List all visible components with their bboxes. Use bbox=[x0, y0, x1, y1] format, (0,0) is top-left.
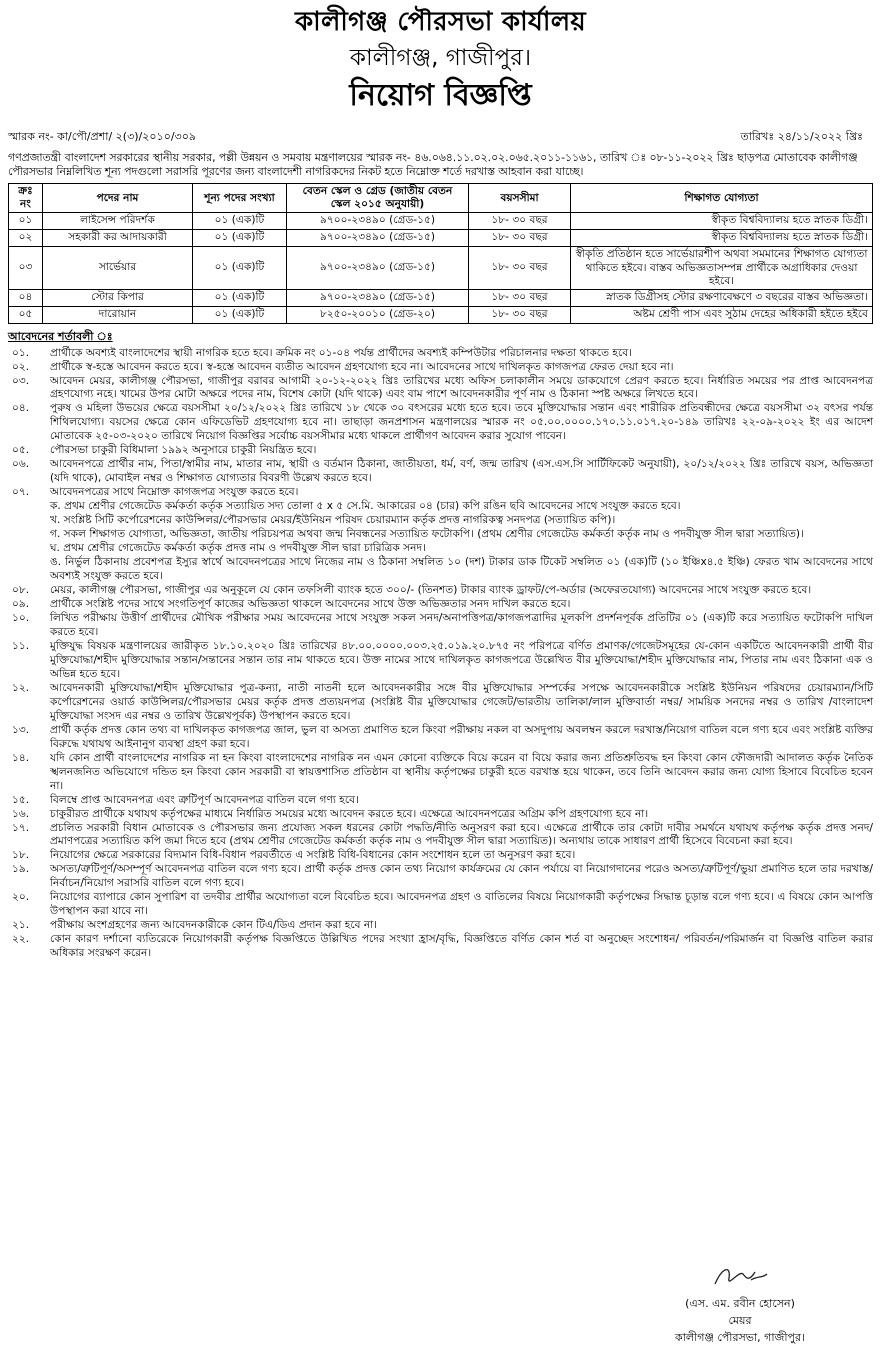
term-number: ০৩. bbox=[12, 374, 30, 387]
memo-number: স্মারক নং- কা/পৌ/প্রশা/ ২(৩)/২০১০/৩০৯ bbox=[8, 130, 196, 143]
term-line: নিয়োগের ব্যাপারে কোন সুপারিশ বা তদবীর প্রার্থীর অযোগ্যতা বলে বিবেচিত হবে। আবেদনপত্র গ্রহণ ও বাতিলের বিষয়ে নিয়োগকারী কর্তৃপক্ষের সিদ্ধান্ত চূড়ান্ত বলে গণ্য হবে। এ বিষয়ে কোন আপত্তি উপস্থাপন করা যাবে না। bbox=[50, 891, 873, 918]
term-number: ০৯. bbox=[12, 598, 30, 611]
term-line: প্রচলিত সরকারী বিধান মোতাবেক ও পৌরসভার জন্য প্রযোজ্য সকল ধরনের কোটা পদ্ধতি/নীতি অনুসরণ করা হবে। এক্ষেত্রে প্রার্থীকে তার কোটা দাবীর সমর্থনে যথাযথ কর্তৃপক্ষ কর্তৃক প্রদত্ত সনদ/প্রমাণপত্রের সত্যায়িত কপি জমা দিতে হবে (প্রথম শ্রেণীর গেজেটেড কর্মকর্তা কর্তৃক নাম ও পদবীযুক্ত সীল দ্বারা সত্যায়িত)। অন্যথায় তাকে সাধারণ প্রার্থী হিসেবে বিবেচনা করা হবে। bbox=[50, 821, 873, 848]
term-subitem: ক. প্রথম শ্রেণীর গেজেটেড কর্মকর্তা কর্তৃক সত্যায়িত সদ্য তোলা ৫ x ৫ সে.মি. আকারের ০৪ (চার) কপি রঙিন ছবি আবেদনের সাথে সংযুক্ত করতে হবে। bbox=[50, 500, 681, 513]
memo-date: তারিখঃ ২৪/১১/২০২২ খ্রিঃ bbox=[740, 130, 863, 143]
term-line: নিয়োগের ক্ষেত্রে সরকারের বিদ্যমান বিধি-বিধান পরবর্তীতে এ সংশ্লিষ্ট বিধি-বিধানের কোন সংশোধন হলে তা অনুসরণ করা হবে। bbox=[50, 849, 576, 862]
term-text bbox=[50, 752, 873, 794]
post-name-cell: স্টোর কিপার bbox=[43, 290, 193, 307]
term-line: প্রার্থীকে সংশ্লিষ্ট পদের সাথে সংগতিপূর্ণ কাজের অভিজ্ঞতা থাকলে আবেদনের সাথে উক্ত অভিজ্ঞতার সনদ দাখিল করতে হবে। bbox=[50, 598, 571, 611]
term-line: আবেদন মেয়র, কালীগঞ্জ পৌরসভা, গাজীপুর বরাবর আগামী ২০-১২-২০২২ খ্রিঃ তারিখের মধ্যে অফিস চলাকালীন সময়ে ডাকযোগে প্রেরণ করতে হবে। নির্ধারিত সময়ের পর প্রাপ্ত আবেদনপত্র গ্রহণযোগ্য নহে। খামের উপর মোটা অক্ষরে পদের নাম, বিশেষ কোটা (যদি থাকে) এবং বাম পাশে আবেদনকারীর পূর্ণ নাম ও ঠিকানা স্পষ্ট অক্ষরে লিখতে হবে। bbox=[50, 374, 873, 401]
term-item bbox=[8, 849, 873, 863]
term-text bbox=[50, 584, 873, 598]
vacancy-count-cell: ০১ (এক)টি bbox=[193, 307, 287, 324]
term-subitem: ঘ. প্রথম শ্রেণীর গেজেটেড কর্মকর্তা কর্তৃক প্রদত্ত নাম ও পদবীযুক্ত সীল দ্বারা চারিত্রিক সনদ। bbox=[50, 542, 426, 555]
term-line: পুরুষ ও মহিলা উভয়ের ক্ষেত্রে বয়সসীমা ২০/১২/২০২২ খ্রিঃ তারিখে ১৮ থেকে ৩০ বৎসরের মধ্যে হতে হবে। তবে মুক্তিযোদ্ধার সন্তান এবং শারীরিক প্রতিবন্ধীদের ক্ষেত্রে বয়সসীমা ৩২ বৎসর পর্যন্ত শিথিলযোগ্য। বয়সের ক্ষেত্রে কোন এফিডেভিট গ্রহণযোগ্য হবে না। তাছাড়া জনপ্রশাসন মন্ত্রণালয়ের স্মারক নং ০৫.০০.০০০০.১৭০.১১.০১৭.২০-১৪৯ তারিখঃ ২২-০৯-২০২২ ইং এর আদেশ মোতাবেক ২৫-০৩-২০২০ তারিখে নিয়োগ বিজ্ঞপ্তির সর্বোচ্চ বয়সসীমার মধ্যে থাকলে প্রার্থীগণ আবেদন করার সুযোগ পাবেন। bbox=[50, 402, 873, 443]
vacancy-table-body bbox=[9, 213, 873, 324]
qualification-cell: স্বীকৃত বিশ্ববিদ্যালয় হতে স্নাতক ডিগ্রী। bbox=[571, 213, 873, 230]
term-text bbox=[50, 444, 873, 458]
vacancy-count-cell: ০১ (এক)টি bbox=[193, 247, 287, 290]
serial-cell: ০৪ bbox=[9, 290, 43, 307]
term-number: ১১. bbox=[12, 639, 30, 652]
term-text bbox=[50, 891, 873, 919]
term-item bbox=[8, 640, 873, 682]
notice-header bbox=[8, 4, 873, 116]
term-number: ১৩. bbox=[12, 723, 30, 736]
term-text bbox=[50, 933, 873, 961]
age-limit-cell: ১৮- ৩০ বছর bbox=[469, 230, 571, 247]
term-line: অসত্য/ত্রুটিপূর্ণ/অসম্পূর্ণ আবেদনপত্র বাতিল বলে গণ্য হবে। প্রার্থী কর্তৃক প্রদত্ত কোন তথ্য নিয়োগ কার্যক্রমের যে কোন পর্যায়ে বা নিয়োগদানের পরেও অসত্য/ত্রুটিপূর্ণ/ভুয়া প্রমাণিত হলে তার দরখাস্ত/নির্বাচন/নিয়োগ সরাসরি বাতিল বলে গণ্য হবে। bbox=[50, 863, 873, 890]
term-item bbox=[8, 612, 873, 640]
term-item bbox=[8, 752, 873, 794]
office-location: কালীগঞ্জ, গাজীপুর। bbox=[349, 45, 532, 71]
term-line: মেয়র, কালীগঞ্জ পৌরসভা, গাজীপুর এর অনুকূলে যে কোন তফসিলী ব্যাংক হতে ৩০০/- (তিনশত) টাকার ব্যাংক ড্রাফট/পে-অর্ডার (অফেরতযোগ্য) আবেদনের সাথে সংযুক্ত করতে হবে। bbox=[50, 584, 812, 597]
terms-list bbox=[8, 347, 873, 962]
memo-line bbox=[8, 130, 873, 145]
serial-cell: ০২ bbox=[9, 230, 43, 247]
term-number: ১৪. bbox=[12, 751, 30, 764]
signature-block bbox=[675, 1262, 805, 1346]
term-line: যদি কোন প্রার্থী বাংলাদেশের নাগরিক না হন কিংবা বাংলাদেশের নাগরিক নন এমন কোনো ব্যক্তিকে বিয়ে করেন বা বিয়ে করার জন্য প্রতিশ্রুতিবদ্ধ হন কিংবা কোন ফৌজদারী আদালত কর্তৃক নৈতিক স্খলনজনিত অভিযোগে দন্ডিত হন কিংবা কোন সরকারী বা স্বায়ত্তশাসিত প্রতিষ্ঠান বা স্থানীয় কর্তৃপক্ষের চাকুরী হতে বরখাস্ত হয়ে থাকেন, তবে তিনি আবেদন করার জন্য যোগ্য হিসাবে বিবেচিত হবেন না। bbox=[50, 751, 873, 792]
term-text bbox=[50, 640, 873, 682]
office-name: কালীগঞ্জ পৌরসভা কার্যালয় bbox=[294, 7, 587, 37]
term-item bbox=[8, 598, 873, 612]
term-item bbox=[8, 458, 873, 486]
pay-scale-cell: ৯৭০০-২৩৪৯০ (গ্রেড-১৫) bbox=[287, 230, 469, 247]
term-item bbox=[8, 444, 873, 458]
term-text bbox=[50, 347, 873, 361]
vacancy-count-cell: ০১ (এক)টি bbox=[193, 290, 287, 307]
age-limit-cell: ১৮- ৩০ বছর bbox=[469, 290, 571, 307]
term-subitem: ঙ. নির্ভুল ঠিকানায় প্রবেশপত্র ইস্যুর স্বার্থে আবেদনপত্রের সাথে নিজের নাম ও ঠিকানা সম্বলিত ১০ (দশ) টাকার ডাক টিকেট সম্বলিত ০১ (এক)টি (১০ ইঞ্চিx৪.৫ ইঞ্চি) ফেরত খাম আবেদনের সাথে অবশ্যই সংযুক্ত করতে হবে। bbox=[50, 556, 873, 583]
col-header-vacancy: শূন্য পদের সংখ্যা bbox=[193, 184, 287, 213]
term-number: ২২. bbox=[12, 933, 30, 946]
term-line: আবেদনপত্রের সাথে নিম্নোক্ত কাগজপত্র সংযুক্ত করতে হবে। bbox=[50, 486, 299, 499]
qualification-cell: স্বীকৃতি প্রতিষ্ঠান হতে সার্ভেয়ারশীপ অথবা সমমানের শিক্ষাগত যোগ্যতা থাকিতে হইবে। বাস্তব অভিজ্ঞতাসম্পন্ন প্রার্থীকে অগ্রাধিকার দেওয়া হইবে। bbox=[571, 247, 873, 290]
term-number: ২১. bbox=[12, 919, 30, 932]
term-item bbox=[8, 933, 873, 961]
term-subitem: খ. সংশ্লিষ্ট সিটি কর্পোরেশনের কাউন্সিলর/পৌরসভার মেয়র/ইউনিয়ন পরিষদ চেয়ারম্যান কর্তৃক প্রদত্ত নাগরিকত্ব সনদপত্র (সত্যায়িত কপি)। bbox=[50, 514, 616, 527]
term-number: ০৬. bbox=[12, 458, 30, 471]
term-text bbox=[50, 919, 873, 933]
term-number: ০৫. bbox=[12, 444, 30, 457]
signature-mark bbox=[709, 1262, 771, 1292]
post-name-cell: লাইসেন্স পরিদর্শক bbox=[43, 213, 193, 230]
table-header-row bbox=[9, 184, 873, 213]
col-header-age-limit: বয়সসীমা bbox=[469, 184, 571, 213]
term-text bbox=[50, 612, 873, 640]
col-header-serial: ক্রঃ নং bbox=[9, 184, 43, 213]
term-line: কোন কারণ দর্শানো ব্যতিরেকে নিয়োগকারী কর্তৃপক্ষ বিজ্ঞপ্তিতে উল্লিখিত পদের সংখ্যা হ্রাস/বৃদ্ধি, বিজ্ঞপ্তিতে বর্ণিত কোন শর্ত বা অনুচ্ছেদ সংশোধন/ পরিবর্তন/পরিমার্জন বা বিজ্ঞপ্তি বাতিল করার অধিকার সংরক্ষণ করেন। bbox=[50, 933, 873, 960]
qualification-cell: স্নাতক ডিগ্রীসহ স্টোর রক্ষণাবেক্ষণে ৩ বছরের বাস্তব অভিজ্ঞতা। bbox=[571, 290, 873, 307]
term-line: পৌরসভা চাকুরী বিধিমালা ১৯৯২ অনুসারে চাকুরী নিয়ন্ত্রিত হবে। bbox=[50, 444, 317, 457]
col-header-post: পদের নাম bbox=[43, 184, 193, 213]
term-number: ১৬. bbox=[12, 807, 30, 820]
term-item bbox=[8, 402, 873, 444]
vacancy-table bbox=[8, 183, 873, 324]
table-row bbox=[9, 213, 873, 230]
term-item bbox=[8, 891, 873, 919]
term-line: আবেদনপত্রে প্রার্থীর নাম, পিতা/স্বামীর নাম, মাতার নাম, স্থায়ী ও বর্তমান ঠিকানা, জাতীয়তা, ধর্ম, বর্ণ, জন্ম তারিখ (এস.এস.সি সার্টিফিকেট অনুযায়ী), ২০/১২/২০২২ খ্রিঃ তারিখে বয়স, অভিজ্ঞতা (যদি থাকে), মোবাইল নম্বর ও শিক্ষাগত যোগ্যতার বিবরণী উল্লেখ করতে হবে। bbox=[50, 458, 873, 485]
term-number: ১৫. bbox=[12, 793, 30, 806]
serial-cell: ০৫ bbox=[9, 307, 43, 324]
pay-scale-cell: ৯৭০০-২৩৪৯০ (গ্রেড-১৫) bbox=[287, 247, 469, 290]
term-item bbox=[8, 724, 873, 752]
notice-title: নিয়োগ বিজ্ঞপ্তি bbox=[349, 78, 532, 113]
term-item bbox=[8, 682, 873, 724]
term-item bbox=[8, 584, 873, 598]
col-header-qualification: শিক্ষাগত যোগ্যতা bbox=[571, 184, 873, 213]
col-header-pay-scale: বেতন স্কেল ও গ্রেড (জাতীয় বেতন স্কেল ২০১৫ অনুযায়ী) bbox=[287, 184, 469, 213]
term-item bbox=[8, 863, 873, 891]
term-number: ২০. bbox=[12, 891, 30, 904]
term-number: ০৪. bbox=[12, 402, 30, 415]
post-name-cell: সহকারী কর আদায়কারী bbox=[43, 230, 193, 247]
pay-scale-cell: ৮২৫০-২০০১০ (গ্রেড-২০) bbox=[287, 307, 469, 324]
term-text bbox=[50, 361, 873, 375]
term-line: চাকুরীরত প্রার্থীকে যথাযথ কর্তৃপক্ষের মাধ্যমে নির্ধারিত সময়ের মধ্যে আবেদন করতে হবে। এক্ষেত্রে আবেদনপত্রের অগ্রিম কপি গ্রহণযোগ্য হবে না। bbox=[50, 807, 649, 820]
term-line: প্রার্থী কর্তৃক প্রদত্ত কোন তথ্য বা দাখিলকৃত কাগজপত্র জাল, ভুল বা অসত্য প্রমাণিত হলে কিংবা পরীক্ষায় নকল বা অসদুপায় অবলম্বন করলে দরখাস্ত/নিয়োগ বাতিল বলে গণ্য হবে এবং সংশ্লিষ্ট ব্যক্তির বিরুদ্ধে যথাযথ আইনানুগ ব্যবস্থা গ্রহণ করা হবে। bbox=[50, 723, 873, 750]
term-line: বিলম্বে প্রাপ্ত আবেদনপত্র এবং ত্রুটিপূর্ণ আবেদনপত্র বাতিল বলে গণ্য হবে। bbox=[50, 793, 359, 806]
term-number: ১০. bbox=[12, 611, 30, 624]
term-text bbox=[50, 486, 873, 584]
term-text bbox=[50, 682, 873, 724]
term-number: ১২. bbox=[12, 681, 30, 694]
qualification-cell: স্বীকৃত বিশ্ববিদ্যালয় হতে স্নাতক ডিগ্রী। bbox=[571, 230, 873, 247]
term-number: ০১. bbox=[12, 346, 30, 359]
serial-cell: ০১ bbox=[9, 213, 43, 230]
term-item bbox=[8, 822, 873, 850]
term-text bbox=[50, 863, 873, 891]
term-line: প্রার্থীকে অবশ্যই বাংলাদেশের স্থায়ী নাগরিক হতে হবে। ক্রমিক নং ০১-০৪ পর্যন্ত প্রার্থীদের অবশ্যই কম্পিউটার পরিচালনার দক্ষতা থাকতে হবে। bbox=[50, 346, 632, 359]
term-number: ১৭. bbox=[12, 821, 30, 834]
term-number: ১৯. bbox=[12, 863, 30, 876]
term-text bbox=[50, 598, 873, 612]
term-item bbox=[8, 361, 873, 375]
term-item bbox=[8, 794, 873, 808]
post-name-cell: সার্ভেয়ার bbox=[43, 247, 193, 290]
qualification-cell: অষ্টম শ্রেণী পাস এবং সুঠাম দেহের অধিকারী হইতে হইবে bbox=[571, 307, 873, 324]
term-text bbox=[50, 794, 873, 808]
term-item bbox=[8, 375, 873, 403]
vacancy-count-cell: ০১ (এক)টি bbox=[193, 213, 287, 230]
term-text bbox=[50, 458, 873, 486]
term-item bbox=[8, 347, 873, 361]
intro-paragraph: গণপ্রজাতন্ত্রী বাংলাদেশ সরকারের স্থানীয় সরকার, পল্লী উন্নয়ন ও সমবায় মন্ত্রণালয়ের স্মারক নং- ৪৬.০৬৪.১১.০২.০২.০৬৫.২০১১-১১৬১, তারিখ ঃ ০৮-১১-২০২২ খ্রিঃ ছাড়পত্র মোতাবেক কালীগঞ্জ পৌরসভার নিম্নলিখিত শূন্য পদগুলো সরাসরি পূরণের জন্য বাংলাদেশী নাগরিকদের নিকট হতে নিম্নোক্ত শর্তে দরখাস্ত আহবান করা যাচ্ছে। bbox=[8, 150, 858, 178]
term-item bbox=[8, 808, 873, 822]
signatory-office: কালীগঞ্জ পৌরসভা, গাজীপুর। bbox=[675, 1331, 805, 1345]
term-number: ১৮. bbox=[12, 849, 30, 862]
vacancy-count-cell: ০১ (এক)টি bbox=[193, 230, 287, 247]
term-item bbox=[8, 486, 873, 584]
term-number: ০৭. bbox=[12, 486, 30, 499]
term-subitem: গ. সকল শিক্ষাগত যোগ্যতা, অভিজ্ঞতা, জাতীয় পরিচয়পত্র অথবা জন্ম নিবন্ধনের সত্যায়িত ফটোকপি। (প্রথম শ্রেণীর গেজেটেড কর্মকর্তা কর্তৃক নাম ও পদবীযুক্ত সীল দ্বারা সত্যায়িত)। bbox=[50, 528, 804, 541]
term-line: আবেদনকারী মুক্তিযোদ্ধা/শহীদ মুক্তিযোদ্ধার পুত্র-কন্যা, নাতী নাতনী হলে আবেদনকারীর সঙ্গে বীর মুক্তিযোদ্ধার সম্পর্কের সপক্ষে আবেদনকারীকে সংশ্লিষ্ট ইউনিয়ন পরিষদের চেয়ারম্যান/সিটি কর্পোরেশনের ওয়ার্ড কাউন্সিলর/পৌরসভার মেয়র কর্তৃক প্রদত্ত প্রত্যয়নপত্র (সংশ্লিষ্ট বীর মুক্তিযোদ্ধার গেজেট/ভারতীয় তালিকা/লাল মুক্তিবার্তা নম্বর/ সাময়িক সনদের নম্বর ও তারিখ /বাংলাদেশ মুক্তিযোদ্ধা সংসদ এর নম্বর ও তারিখ উল্লেখপূর্বক) উপস্থাপন করতে হবে। bbox=[50, 681, 873, 722]
term-line: পরীক্ষায় অংশগ্রহণের জন্য আবেদনকারীকে কোন টিএ/ডিএ প্রদান করা হবে না। bbox=[50, 919, 378, 932]
term-line: লিখিত পরীক্ষায় উত্তীর্ণ প্রার্থীদের মৌখিক পরীক্ষার সময় আবেদনের সাথে সংযুক্ত সকল সনদ/অনাপত্তিপত্র/কাগজপত্রাদির মূলকপি প্রদর্শনপূর্বক প্রতিটির ০১ (এক)টি করে সত্যায়িত ফটোকপি দাখিল করতে হবে। bbox=[50, 611, 873, 638]
table-row bbox=[9, 290, 873, 307]
age-limit-cell: ১৮- ৩০ বছর bbox=[469, 247, 571, 290]
signatory-name: (এস. এম. রবীন হোসেন) bbox=[685, 1297, 795, 1311]
term-number: ০৮. bbox=[12, 584, 30, 597]
age-limit-cell: ১৮- ৩০ বছর bbox=[469, 213, 571, 230]
table-row bbox=[9, 247, 873, 290]
serial-cell: ০৩ bbox=[9, 247, 43, 290]
term-text bbox=[50, 849, 873, 863]
term-text bbox=[50, 375, 873, 403]
term-text bbox=[50, 402, 873, 444]
term-number: ০২. bbox=[12, 360, 30, 373]
terms-title: আবেদনের শর্তাবলী ঃ bbox=[8, 330, 113, 344]
post-name-cell: দারোয়ান bbox=[43, 307, 193, 324]
term-line: মুক্তিযুদ্ধ বিষয়ক মন্ত্রণালয়ের জারীকৃত ১৮.১০.২০২০ খ্রিঃ তারিখের ৪৮.০০.০০০০.০০৩.২৫.০১৯.২০.৮৭৫ নং পরিপত্রে বর্ণিত প্রমাণক/গেজেটসমূহের যে-কোন একটিতে আবেদনকারী প্রার্থী বীর মুক্তিযোদ্ধা/শহীদ মুক্তিযোদ্ধার সন্তান/সন্তানের সন্তান তার নাম থাকতে হবে। উক্ত নামের সাথে দাখিলকৃত কাগজপত্রে উল্লেখিত বীর মুক্তিযোদ্ধা/শহীদ মুক্তিযোদ্ধার নাম, পিতার নাম এবং ঠিকানা এক ও অভিন্ন হতে হবে। bbox=[50, 639, 873, 680]
pay-scale-cell: ৯৭০০-২৩৪৯০ (গ্রেড-১৫) bbox=[287, 290, 469, 307]
signatory-designation: মেয়র bbox=[728, 1314, 752, 1328]
table-row bbox=[9, 307, 873, 324]
term-item bbox=[8, 919, 873, 933]
term-text bbox=[50, 808, 873, 822]
pay-scale-cell: ৯৭০০-২৩৪৯০ (গ্রেড-১৫) bbox=[287, 213, 469, 230]
term-line: প্রার্থীকে স্ব-হস্তে আবেদন করতে হবে। স্ব-হস্তে আবেদন ব্যতীত আবেদন গ্রহণযোগ্য হবে না। আবেদনের সাথে দাখিলকৃত কাগজপত্র ফেরত দেয়া হবে না। bbox=[50, 360, 674, 373]
term-text bbox=[50, 822, 873, 850]
age-limit-cell: ১৮- ৩০ বছর bbox=[469, 307, 571, 324]
table-row bbox=[9, 230, 873, 247]
term-text bbox=[50, 724, 873, 752]
